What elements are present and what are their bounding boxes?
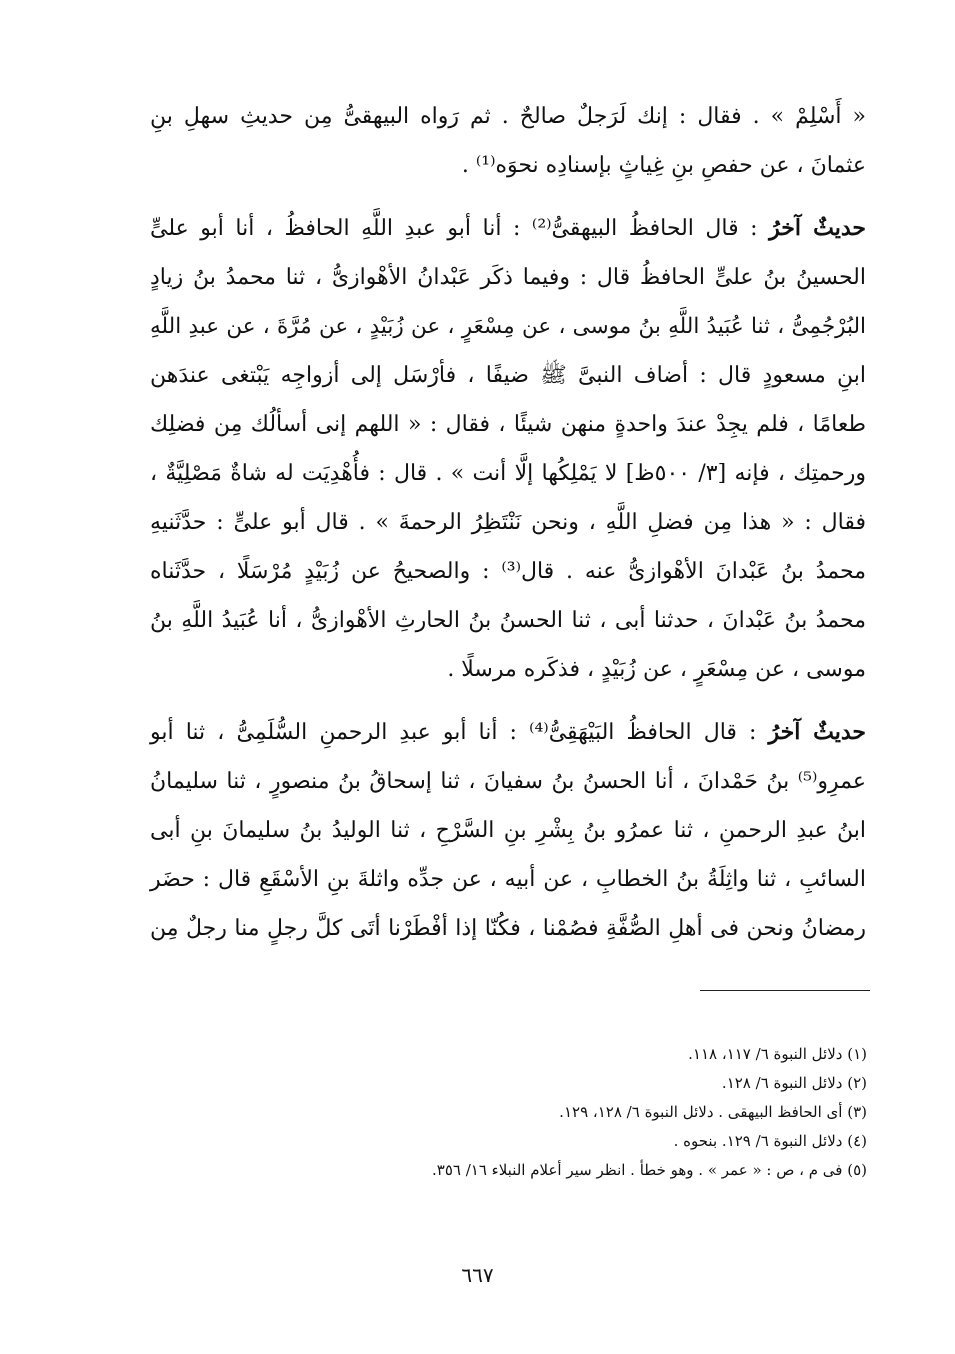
text-line: عمرِو⁽⁵⁾ بنُ حَمْدانَ ، أنا الحسنُ بنُ سفيانَ ، ثنا إسحاقُ بنُ منصورٍ ، ثنا سليمانُ [150,769,866,794]
footnote: (٥) فى م ، ص : « عمر » . وهو خطأ . انظر سير أعلام النبلاء ١٦/ ٣٥٦. [431,1161,867,1179]
text-line: طعامًا ، فلم يجِدْ عندَ واحدةٍ منهن شيئًا ، فقال : « اللهم إنى أسألُك مِن فضلِك [150,412,866,437]
text-line: عثمانَ ، عن حفصِ بنِ غِياثٍ بإسنادِه نحوَه⁽¹⁾ . [461,153,866,178]
hadith-heading-label: حديثٌ آخرُ [768,719,866,745]
main-text-block [150,92,866,953]
footnote: (٤) دلائل النبوة ٦/ ١٢٩. بنحوه . [673,1132,867,1150]
text-line: ورحمتِك ، فإنه [٣/ ٥٠٠ظ] لا يَمْلِكُها إلَّا أنت » . قال : فأُهْدِيَت له شاةٌ مَصْلِيَّةٌ ، [150,461,866,486]
text-line: ابنُ عبدِ الرحمنِ ، ثنا عمرُو بنُ بِشْرِ بنِ السَّرْحِ ، ثنا الوليدُ بنُ سليمانَ بنِ أبى [150,818,866,843]
text-line-hadith-heading: حديثٌ آخرُ : قال الحافظُ البيهقىُّ⁽²⁾ : أنا أبو عبدِ اللَّهِ الحافظُ ، أنا أبو علىٍّ [150,215,866,241]
footnotes [307,1040,867,1185]
text-line: محمدُ بنُ عَبْدانَ ، حدثنا أبى ، ثنا الحسنُ بنُ الحارثِ الأهْوازىُّ ، أنا عُبَيدُ اللَّهِ بنُ [150,608,866,633]
text-line: موسى ، عن مِسْعَرٍ ، عن زُبَيْدٍ ، فذكَره مرسلًا . [447,657,866,682]
text-line: محمدُ بنُ عَبْدانَ الأهْوازىُّ عنه . قال⁽³⁾ : والصحيحُ عن زُبَيْدٍ مُرْسَلًا ، حدَّثَناه [150,559,867,584]
text-line: السائبِ ، ثنا واثِلَةُ بنُ الخطابِ ، عن أبيه ، عن جدِّه واثلةَ بنِ الأسْقَعِ قال : حضَر [150,867,866,892]
text-line: « أَسْلِمْ » . فقال : إنك لَرَجلٌ صالحٌ . ثم رَواه البيهقىُّ مِن حديثِ سهلِ بنِ [150,104,866,129]
text-line: ابنِ مسعودٍ قال : أضاف النبىَّ ﷺ ضيفًا ، فأرْسَل إلى أزواجِه يَبْتغى عندَهن [150,363,866,388]
footnote-separator [700,990,870,991]
footnote: (٣) أى الحافظ البيهقى . دلائل النبوة ٦/ ١٢٨، ١٢٩. [559,1103,867,1121]
footnote: (٢) دلائل النبوة ٦/ ١٢٨. [721,1074,867,1092]
text-line: البُرْجُمِىُّ ، ثنا عُبَيدُ اللَّهِ بنُ موسى ، عن مِسْعَرٍ ، عن زُبَيْدٍ ، عن مُرَّةَ ، عن عبدِ اللَّهِ [150,314,866,339]
hadith-heading-label: حديثٌ آخرُ [769,215,866,241]
footnote: (١) دلائل النبوة ٦/ ١١٧، ١١٨. [688,1045,867,1063]
page-number: ٦٦٧ [461,1263,494,1287]
text-line: فقال : « هذا مِن فضلِ اللَّهِ ، ونحن نَنْتَظِرُ الرحمةَ » . قال أبو علىٍّ : حدَّثَنيهِ [150,510,866,535]
text-line: الحسينُ بنُ علىٍّ الحافظُ قال : وفيما ذكَر عَبْدانُ الأهْوازىُّ ، ثنا محمدُ بنُ زيادٍ [150,265,866,290]
text-line-hadith-heading: حديثٌ آخرُ : قال الحافظُ البَيْهَقِىُّ⁽⁴⁾ : أنا أبو عبدِ الرحمنِ السُّلَمِىُّ ، ثنا أبو [150,719,866,745]
text-line: رمضانُ ونحن فى أهلِ الصُّفَّةِ فصُمْنا ، فكُنّا إذا أفْطَرْنا أتَى كلَّ رجلٍ منا رجلٌ مِن [150,916,866,941]
